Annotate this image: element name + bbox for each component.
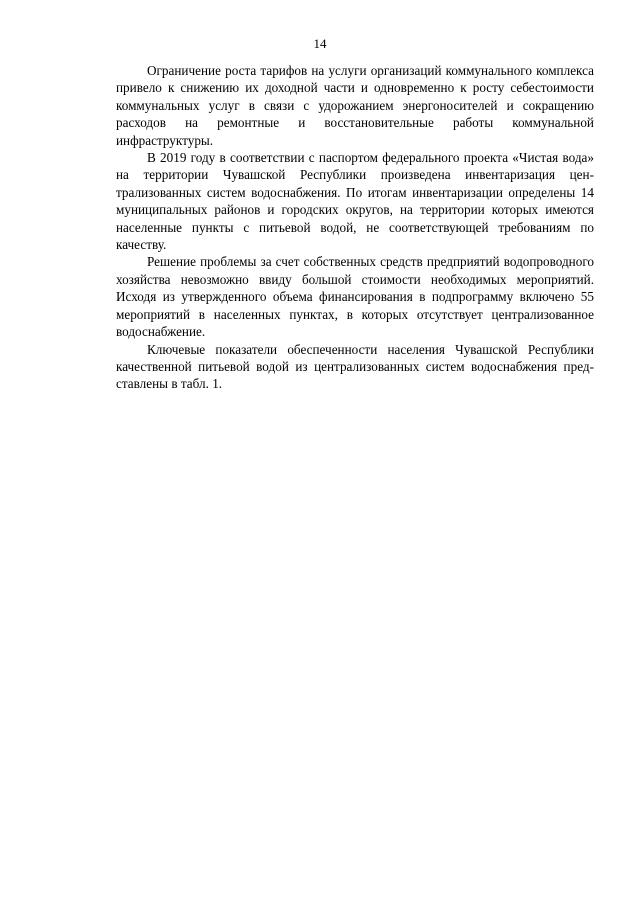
paragraph-funding-measures: Решение проблемы за счет собственных средств предприятий водопроводного хозяйства невозможно ввиду большой стоимости необходимых мероприятий. Исходя из утвержденного объема финансирования в подпрограмму включено 55 мероприятий в населенных пунктах, в которых отсутствует централизованное водоснабжение.: [116, 254, 594, 340]
document-body: [116, 62, 594, 393]
paragraph-tariff-limitation: Ограничение роста тарифов на услуги организаций коммунального комплекса привело к снижению их доходной части и одновременно к росту себестоимости коммунальных услуг в связи с удорожанием энергоносителей и сокращению расходов на ремонтные и восстановительные работы коммунальной инфраструктуры.: [116, 63, 594, 148]
page-number: 14: [313, 36, 327, 51]
paragraph-clean-water-inventory: В 2019 году в соответствии с паспортом федерального проекта «Чистая вода» на территории Чувашской Республики произведена инвентаризация централизованных систем водоснабжения. По итогам инвентаризации определены 14 муниципальных районов и городских округов, на территории которых имеются населенные пункты с питьевой водой, не соответствующей требованиям по качеству.: [116, 150, 594, 253]
paragraph-key-indicators: Ключевые показатели обеспеченности населения Чувашской Республики качественной питьевой водой из централизованных систем водоснабжения представлены в табл. 1.: [116, 341, 594, 392]
